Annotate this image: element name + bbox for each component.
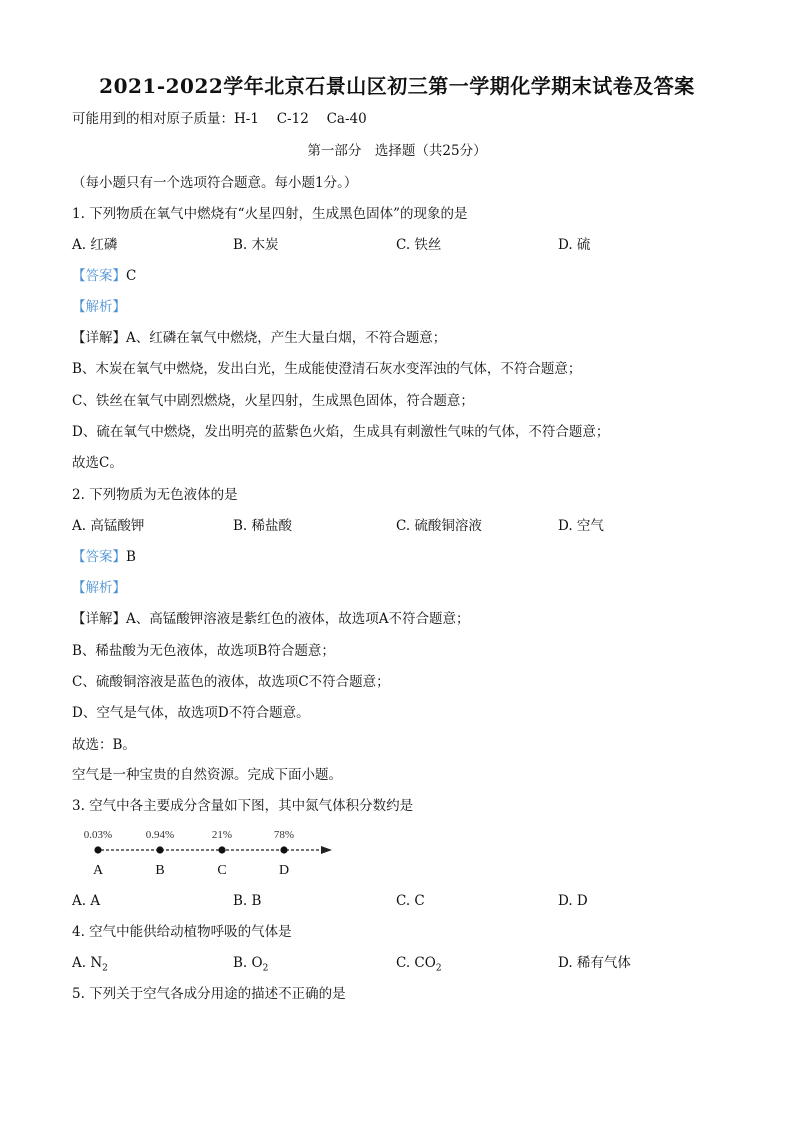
q2-option-d: D. 空气	[558, 518, 604, 534]
q1-option-a: A. 红磷	[72, 237, 118, 253]
answer-tag: 【答案】	[72, 549, 126, 565]
detail-text: A、红磷在氧气中燃烧，产生大量白烟，不符合题意；	[126, 330, 447, 346]
answer-value: B	[126, 549, 136, 565]
q3-option-c: C. C	[396, 893, 425, 909]
air-intro: 空气是一种宝贵的自然资源。完成下面小题。	[72, 767, 342, 783]
point-letter-label: D	[278, 863, 290, 878]
q3-option-a: A. A	[72, 893, 101, 909]
detail-tag: 【详解】	[72, 611, 126, 627]
option-text: A. N	[72, 955, 103, 971]
q2-stem: 2. 下列物质为无色液体的是	[72, 487, 238, 503]
point-value-label: 21%	[211, 829, 233, 841]
q2-detail-line: B、稀盐酸为无色液体，故选项B符合题意；	[72, 643, 335, 659]
answer-tag: 【答案】	[72, 268, 126, 284]
q2-detail-line	[72, 610, 470, 628]
section-instruction: （每小题只有一个选项符合题意。每小题1分。）	[72, 175, 358, 191]
option-text: D. 稀有气体	[558, 955, 631, 971]
q1-stem: 1. 下列物质在氧气中燃烧有“火星四射，生成黑色固体”的现象的是	[72, 206, 468, 222]
q1-answer	[72, 267, 136, 285]
point-letter-label: B	[155, 863, 165, 878]
answer-value: C	[126, 268, 137, 284]
q3-option-d: D. D	[558, 893, 588, 909]
page-title: 2021-2022学年北京石景山区初三第一学期化学期末试卷及答案	[99, 74, 695, 98]
section-heading: 第一部分 选择题（共25分）	[307, 143, 487, 159]
q1-conclusion: 故选C。	[72, 455, 123, 471]
number-line-arrow-icon	[321, 846, 332, 854]
option-subscript: 2	[262, 963, 269, 974]
q1-option-b: B. 木炭	[233, 237, 279, 253]
atomic-masses: 可能用到的相对原子质量：H-1 C-12 Ca-40	[72, 111, 367, 127]
q2-conclusion: 故选：B。	[72, 737, 136, 753]
q4-option-c	[396, 954, 442, 978]
q5-stem: 5. 下列关于空气各成分用途的描述不正确的是	[72, 986, 346, 1002]
point-marker-b	[156, 846, 163, 853]
q3-option-b: B. B	[233, 893, 262, 909]
point-value-label: 78%	[273, 829, 295, 841]
point-letter-label: C	[217, 863, 227, 878]
q2-option-b: B. 稀盐酸	[233, 518, 293, 534]
q2-option-a: A. 高锰酸钾	[72, 518, 145, 534]
point-marker-a	[94, 846, 101, 853]
q4-option-d	[558, 954, 631, 978]
q2-detail-line: C、硫酸铜溶液是蓝色的液体，故选项C不符合题意；	[72, 674, 390, 690]
detail-text: A、高锰酸钾溶液是紫红色的液体，故选项A不符合题意；	[126, 611, 470, 627]
q4-option-a	[72, 954, 108, 978]
q2-detail-line: D、空气是气体，故选项D不符合题意。	[72, 705, 310, 721]
point-value-label: 0.03%	[83, 829, 113, 841]
point-value-label: 0.94%	[145, 829, 175, 841]
point-marker-c	[218, 846, 225, 853]
q2-answer	[72, 548, 136, 566]
option-text: B. O	[233, 955, 263, 971]
option-subscript: 2	[102, 963, 108, 974]
q4-option-b	[233, 954, 268, 978]
point-marker-d	[280, 846, 287, 853]
q2-option-c: C. 硫酸铜溶液	[396, 518, 482, 534]
option-subscript: 2	[435, 963, 442, 974]
point-letter-label: A	[92, 863, 104, 878]
detail-tag: 【详解】	[72, 330, 126, 346]
air-composition-number-line	[72, 822, 342, 884]
q4-stem: 4. 空气中能供给动植物呼吸的气体是	[72, 924, 292, 940]
option-text: C. CO	[396, 955, 436, 971]
q1-detail-line: D、硫在氧气中燃烧，发出明亮的蓝紫色火焰，生成具有刺激性气味的气体，不符合题意；	[72, 424, 610, 440]
q1-detail-line: C、铁丝在氧气中剧烈燃烧，火星四射，生成黑色固体，符合题意；	[72, 393, 474, 409]
q1-analysis-tag: 【解析】	[72, 299, 126, 315]
q1-option-c: C. 铁丝	[396, 237, 442, 253]
q1-detail-line: B、木炭在氧气中燃烧，发出白光，生成能使澄清石灰水变浑浊的气体，不符合题意；	[72, 361, 582, 377]
q2-analysis-tag: 【解析】	[72, 580, 126, 596]
q3-stem: 3. 空气中各主要成分含量如下图，其中氮气体积分数约是	[72, 798, 414, 814]
q1-option-d: D. 硫	[558, 237, 591, 253]
q1-detail-line	[72, 329, 446, 347]
